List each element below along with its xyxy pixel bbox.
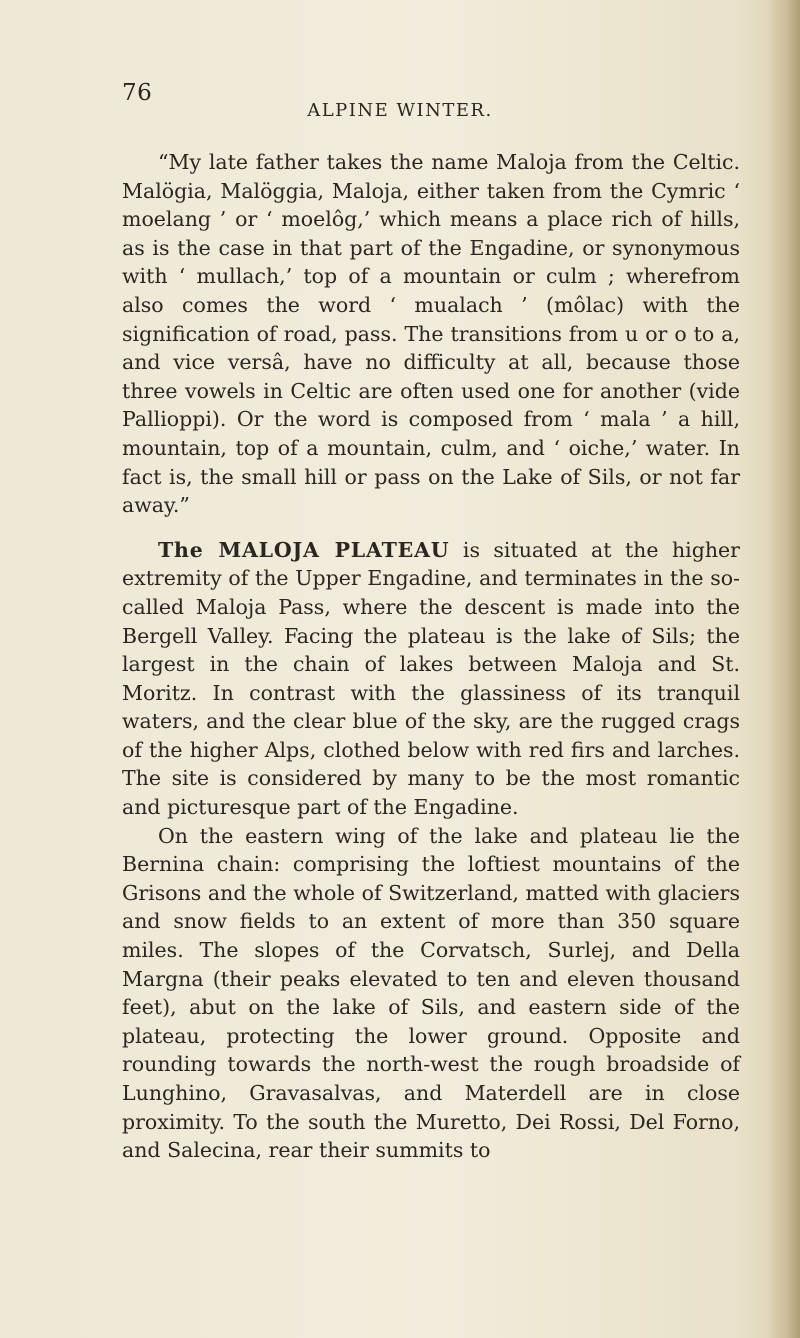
- plateau-paragraph-text: is situated at the higher extremity of the Upper Engadine, and terminates in the so-called Maloja Pass, where the descent is made into the Bergell Valley. Facing the plateau is the lake of Sils; the largest in the chain of lakes between Maloja and St. Moritz. In contrast with the glassiness of its tranquil waters, and the clear blue of the sky, are the rugged crags of the higher Alps, clothed below with red firs and larches. The site is considered by many to be the most romantic and picturesque part of the Engadine.: [122, 537, 740, 820]
- quote-paragraph: “My late father takes the name Maloja from the Celtic. Malögia, Malöggia, Maloja, either taken from the Cymric ‘ moelang ’ or ‘ moelôg,’ which means a place rich of hills, as is the case in that part of the Engadine, or synonymous with ‘ mullach,’ top of a mountain or culm ; wherefrom also comes the word ‘ mualach ’ (môlac) with the signification of road, pass. The transitions from u or o to a, and vice versâ, have no difficulty at all, because those three vowels in Celtic are often used one for another (vide Pallioppi). Or the word is composed from ‘ mala ’ a hill, mountain, top of a mountain, culm, and ‘ oiche,’ water. In fact is, the small hill or pass on the Lake of Sils, or not far away.”: [122, 150, 740, 518]
- section-heading: The MALOJA PLATEAU: [158, 537, 450, 562]
- page-number: 76: [122, 80, 153, 106]
- page-edge-shadow: [766, 0, 800, 1338]
- bernina-paragraph: On the eastern wing of the lake and plateau lie the Bernina chain: comprising the loftiest mountains of the Grisons and the whole of Switzerland, matted with glaciers and snow fields to an extent of more than 350 square miles. The slopes of the Corvatsch, Surlej, and Della Margna (their peaks elevated to ten and eleven thousand feet), abut on the lake of Sils, and eastern side of the plateau, protecting the lower ground. Opposite and rounding towards the north-west the rough broadside of Lunghino, Gravasalvas, and Materdell are in close proximity. To the south the Muretto, Dei Rossi, Del Forno, and Salecina, rear their summits to: [122, 823, 740, 1163]
- running-head: ALPINE WINTER.: [307, 100, 493, 121]
- body-text: [122, 148, 740, 1165]
- plateau-paragraph: [122, 536, 740, 822]
